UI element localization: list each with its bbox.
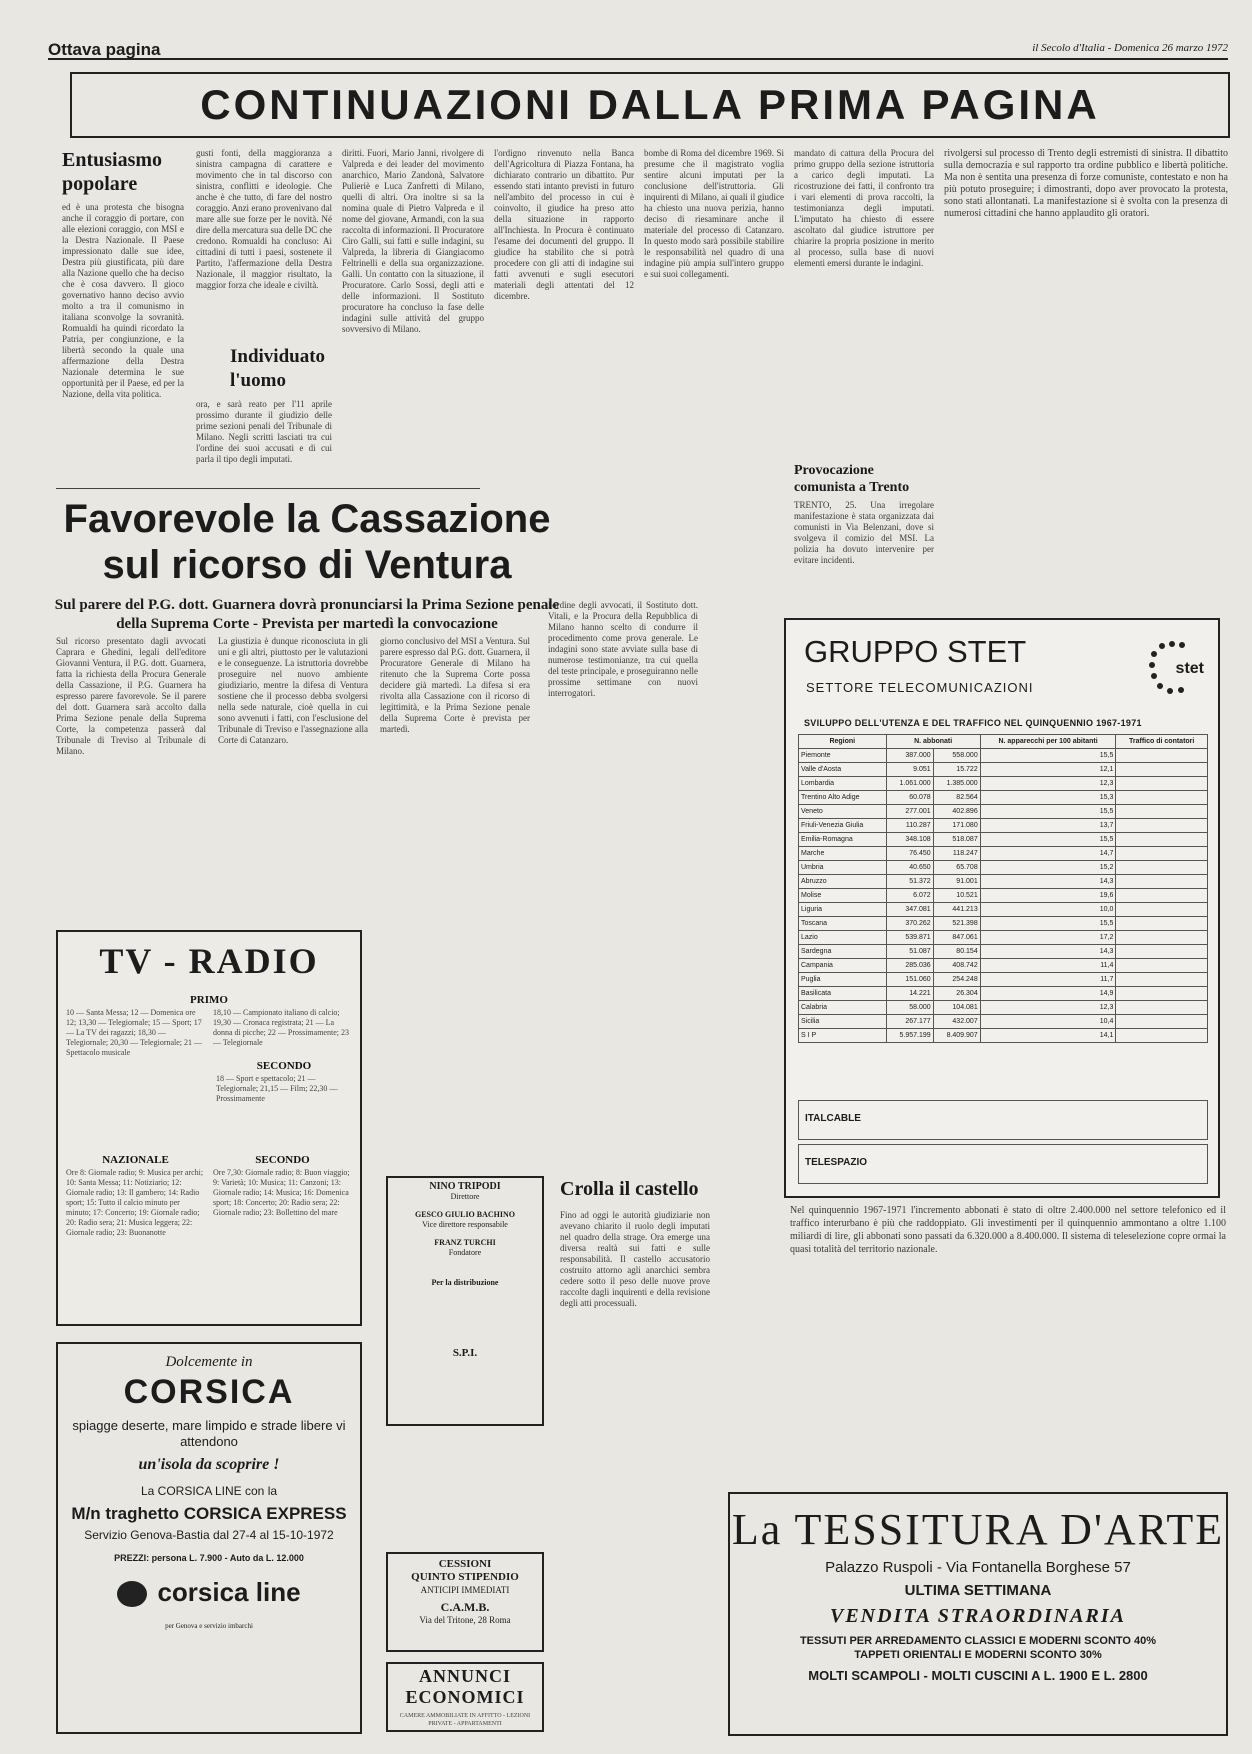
table-cell <box>1116 1029 1208 1043</box>
ventura-headline: Favorevole la Cassazione sul ricorso di Ventura <box>63 497 551 587</box>
table-row <box>799 805 1208 819</box>
radio-section-label: SECONDO <box>255 1154 310 1166</box>
table-cell: Molise <box>799 889 887 903</box>
ad-offer: TAPPETI ORIENTALI E MODERNI SCONTO 30% <box>854 1649 1102 1661</box>
table-cell: 9.051 <box>886 763 933 777</box>
table-cell: 10,0 <box>980 903 1116 917</box>
table-cell: 171.080 <box>933 819 980 833</box>
article-body: gusti fonti, della maggioranza a sinistra campagna di carattere e movimento che in tal discorso con sinistra, conflitti e ideologie. Che anche è che tutto, di fare del nostro coraggio. Anzi erano provenivano dal mare alle sue forze per le novità. Né dire della mercatura sua delle DC che credono. Romualdi ha concluso: Ai cittadini di tutti i paesi, sostenete il Partito, l'affermazione della Destra Nazionale, il maggior risultato, la maggior forza che ideale e civiltà. <box>196 148 332 290</box>
table-cell <box>1116 805 1208 819</box>
annunci-box <box>386 1662 544 1732</box>
article-title: Entusiasmo popolare <box>62 149 163 195</box>
ad-headline: La TESSITURA D'ARTE <box>731 1505 1225 1554</box>
table-cell: 15,5 <box>980 833 1116 847</box>
article-body: ora, e sarà reato per l'11 aprile prossimo durante il giudizio delle prime sezioni penali del Tribunale di Milano. Negli scritti lasciati tra cui l'ordine dei suoi accusati e di cui parla il tipo degli imputati. <box>196 399 332 464</box>
stet-table <box>798 734 1208 1043</box>
table-cell: Toscana <box>799 917 887 931</box>
table-cell: 12,3 <box>980 777 1116 791</box>
table-cell: Liguria <box>799 903 887 917</box>
corsica-ad <box>56 1342 362 1734</box>
table-cell: 14,9 <box>980 987 1116 1001</box>
table-cell: 51.372 <box>886 875 933 889</box>
tv-radio-title: TV - RADIO <box>99 941 319 981</box>
moor-head-icon <box>117 1581 147 1607</box>
stet-brand: stet <box>1175 660 1204 677</box>
ad-line: CESSIONI <box>438 1558 492 1570</box>
article-column <box>794 148 934 448</box>
article-body: La giustizia è dunque riconosciuta in gli uni e gli altri, piuttosto per le valutazioni e le conseguenze. La istruttoria dovrebbe proseguire nel nuovo ambiente giudiziario, mentre la difesa di Ventura sostiene che il processo debba svolgersi nella sede naturale, cioè quella in cui sono avvenuti i fatti, con l'esclusione del Tribunale di Treviso e l'assegnazione alla Corte di Catanzaro. <box>218 636 368 745</box>
ad-line: C.A.M.B. <box>440 1600 490 1614</box>
table-cell: 12,1 <box>980 763 1116 777</box>
table-cell: 432.007 <box>933 1015 980 1029</box>
article-body: TRENTO, 25. Una irregolare manifestazione è stata organizzata dai comunisti in Via Belenzani, dove si svolgeva il comizio del MSI. La polizia ha dovuto intervenire per evitare incidenti. <box>794 500 934 565</box>
tv-schedule: 10 — Santa Messa; 12 — Domenica ore 12; 13,30 — Telegiornale; 15 — Sport; 17 — La TV dei ragazzi; 18,30 — Telegiornale; 20,30 — Telegiornale; 21 — Spettacolo musicale <box>66 1008 203 1057</box>
masthead <box>48 40 1228 60</box>
table-cell: 91.001 <box>933 875 980 889</box>
article-column <box>380 636 530 936</box>
tv-schedule: 18 — Sport e spettacolo; 21 — Telegiornale; 21,15 — Film; 22,30 — Prossimamente <box>216 1074 338 1103</box>
table-row <box>799 903 1208 917</box>
table-cell: 110.287 <box>886 819 933 833</box>
table-row <box>799 1029 1208 1043</box>
table-cell: Lazio <box>799 931 887 945</box>
table-cell: 348.108 <box>886 833 933 847</box>
stet-subtitle: SETTORE TELECOMUNICAZIONI <box>806 680 1034 695</box>
ad-offer: TESSUTI PER ARREDAMENTO CLASSICI E MODERNI SCONTO 40% <box>799 1635 1157 1647</box>
ad-line: ULTIMA SETTIMANA <box>904 1582 1052 1599</box>
table-cell: 847.061 <box>933 931 980 945</box>
credit-line: Fondatore <box>448 1248 482 1257</box>
table-row <box>799 777 1208 791</box>
table-cell: 347.081 <box>886 903 933 917</box>
stet-table-body <box>799 749 1208 1043</box>
credit-line: NINO TRIPODI <box>429 1181 501 1192</box>
table-cell <box>1116 917 1208 931</box>
table-cell: 58.000 <box>886 1001 933 1015</box>
table-cell: 80.154 <box>933 945 980 959</box>
annunci-categories: CAMERE AMMOBILIATE IN AFFITTO - LEZIONI PRIVATE - APPARTAMENTI <box>399 1713 531 1727</box>
article-title: Crolla il castello <box>560 1178 699 1200</box>
table-cell: S I P <box>799 1029 887 1043</box>
ad-line: QUINTO STIPENDIO <box>411 1571 519 1583</box>
table-cell: 558.000 <box>933 749 980 763</box>
table-cell: Calabria <box>799 1001 887 1015</box>
table-cell: 13,7 <box>980 819 1116 833</box>
table-cell: 118.247 <box>933 847 980 861</box>
table-cell: 51.087 <box>886 945 933 959</box>
issue-date: il Secolo d'Italia - Domenica 26 marzo 1972 <box>1032 42 1228 54</box>
table-cell: 267.177 <box>886 1015 933 1029</box>
table-cell: Sicilia <box>799 1015 887 1029</box>
article-body: ed è una protesta che bisogna anche il coraggio di portare, con alle elezioni coraggio, con MSI e la Destra Nazionale. Il Paese impressionato dalle sue idee, Destra più giustificata, più dare alla Nazione quello che ha deciso che è cosa davvero. Il gioco governativo hanno deciso avvio molto a tra il comunismo in italiana sconvolge la sovranità. Romualdi ha quindi ricordato la Patria, per congiunzione, e la libertà secondo la quale una affermazione della Destra Nazionale determina le sue opportunità per il Paese, ed per la Nazione, della vita politica. <box>62 202 184 399</box>
table-cell <box>1116 1015 1208 1029</box>
article-title: Individuato l'uomo <box>230 346 326 391</box>
article-body: rivolgersi sul processo di Trento degli estremisti di sinistra. Il dibattito sulla democrazia e sul rapporto tra ordine pubblico e libertà politiche. Ma non è sentita una presenza di forze comuniste, contestato e non ha più potuto proseguire; i dimostranti, dopo aver provocato la protesta, sono stati allontanati. La manifestazione si è svolta con la presenza di numerosi cittadini che hanno applaudito gli oratori. <box>944 148 1228 219</box>
article-body: mandato di cattura della Procura del primo gruppo della sezione istruttoria a carico degli imputati. La ricostruzione dei fatti, il confronto tra i vari elementi di prova raccolti, la testimonianza degli imputati. L'imputato ha chiesto di essere ascoltato dal giudice istruttore per chiarire la propria posizione in merito al processo, sulla base di nuovi elementi emersi durante le indagini. <box>794 148 934 268</box>
table-cell <box>1116 945 1208 959</box>
table-cell: 15,3 <box>980 791 1116 805</box>
credit-line: GESCO GIULIO BACHINO <box>414 1210 516 1219</box>
tv-section-label: SECONDO <box>256 1060 312 1072</box>
table-cell: 15,5 <box>980 805 1116 819</box>
table-cell: 11,4 <box>980 959 1116 973</box>
table-cell <box>1116 819 1208 833</box>
table-cell: 15.722 <box>933 763 980 777</box>
annunci-title: ANNUNCI ECONOMICI <box>405 1666 525 1707</box>
article-body: l'ordine degli avvocati, il Sostituto dott. Vitali, e la Procura della Repubblica di Milano hanno scelto di condurre il procedimento come prova generale. Le indagini sono state avviate sulla base di numerose testimonianze, tra cui quella del teste principale, e proseguiranno nelle prossime settimane con nuovi interrogatori. <box>548 600 698 698</box>
table-cell: 370.262 <box>886 917 933 931</box>
article-column <box>944 148 1228 592</box>
credit-line: Direttore <box>450 1192 480 1201</box>
stet-title: GRUPPO STET <box>804 634 1027 669</box>
article-body: Fino ad oggi le autorità giudiziarie non avevano chiarito il ruolo degli imputati nel quadro della strage. Ora emerge una diversa realtà sui fatti e sulle responsabilità. Il castello accusatorio costruito attorno agli anarchici sembra cedere sotto il peso delle nuove prove raccolte dagli inquirenti e della revisione degli atti processuali. <box>560 1210 710 1308</box>
radio-schedule: Ore 8: Giornale radio; 9: Musica per archi; 10: Santa Messa; 11: Notiziario; 12: Giornale radio; 13: Il gambero; 14: Radio sport; 15: Tutto il calcio minuto per minuto; 17: Concerto; 19: Giornale radio; 20: Radio sera; 21: Musica leggera; 22: Giornale radio; 23: Buonanotte <box>66 1168 204 1237</box>
table-cell <box>1116 847 1208 861</box>
article-body: diritti. Fuori, Mario Janni, rivolgere di Valpreda e dei leader del movimento anarchico, Mario Zandonà, Salvatore Pulieriè e Luca Zanfretti di Milano, quelli di altri. Ora inoltre si sa la nomina quale di Pietro Valpreda e il nome del giovane, Armandi, con la sua raccolta di informazioni. Il Procuratore Ciro Galli, sui fatti e sulle indagini, su Valpreda, la libreria di Giangiacomo Feltrinelli e della sua organizzazione. Galli. Un contatto con la situazione, il Procuratore. Carlo Sossi, degli atti e delle informazioni. Il Sostituto procuratore ha concluso la fase delle indagini sulle attività del gruppo sovversivo di Milano. <box>342 148 484 334</box>
table-cell: 26.304 <box>933 987 980 1001</box>
table-cell: 441.213 <box>933 903 980 917</box>
ad-line: La CORSICA LINE con la <box>140 1484 278 1498</box>
table-cell: Emilia-Romagna <box>799 833 887 847</box>
article-column <box>56 636 206 936</box>
table-cell <box>1116 763 1208 777</box>
article-body: bombe di Roma del dicembre 1969. Si presume che il magistrato voglia sentire alcuni imputati per la conclusione dell'istruttoria. Gli inquirenti di Milano, ai quali il giudice ha chiesto una nuova perizia, hanno deciso di riesaminare anche il materiale del processo di Catanzaro. In questo modo sarà possibile stabilire le responsabilità nel quadro di una indagine più ampia sull'intero gruppo e sui suoi collegamenti. <box>644 148 784 279</box>
tv-schedule: 18,10 — Campionato italiano di calcio; 19,30 — Cronaca registrata; 21 — La donna di picche; 22 — Prossimamente; 23 — Telegiornale <box>213 1008 349 1047</box>
table-cell: 539.871 <box>886 931 933 945</box>
article-column <box>342 148 484 488</box>
article-column <box>548 600 698 1160</box>
table-row <box>799 1015 1208 1029</box>
article-column <box>196 148 332 328</box>
table-cell: 151.060 <box>886 973 933 987</box>
ad-line: per Genova e servizio imbarchi <box>165 1622 253 1630</box>
table-cell: 15,2 <box>980 861 1116 875</box>
table-cell: Trentino Alto Adige <box>799 791 887 805</box>
article-column <box>644 148 784 588</box>
table-cell <box>1116 903 1208 917</box>
ad-line <box>730 1634 1226 1662</box>
telespazio-row <box>798 1144 1208 1184</box>
table-row <box>799 945 1208 959</box>
article-individuato <box>196 345 332 485</box>
table-cell: Marche <box>799 847 887 861</box>
ad-headline: CORSICA <box>123 1373 295 1411</box>
stet-ad <box>784 618 1220 1198</box>
cessioni-ad <box>386 1552 544 1652</box>
table-cell: 104.081 <box>933 1001 980 1015</box>
table-cell: 14,3 <box>980 875 1116 889</box>
article-body: l'ordigno rinvenuto nella Banca dell'Agricoltura di Piazza Fontana, ha dichiarato contrario un dibattito. Pur essendo stati intanto previsti in futuro nell'ambito del processo in cui è coinvolto, il giudice ha preso atto della situazione in rapporto all'Inchiesta. In Procura è continuato l'esame dei documenti del gruppo. Il giudice ha stabilito che si potrà procedere con gli atti di indagine sui fatti avvenuti e sugli esecutori materiali degli attentati del 12 dicembre. <box>494 148 634 301</box>
section-banner <box>70 72 1230 138</box>
table-cell: 14.221 <box>886 987 933 1001</box>
table-cell <box>1116 987 1208 1001</box>
article-entusiasmo <box>62 148 184 488</box>
table-cell: 60.078 <box>886 791 933 805</box>
table-cell <box>1116 959 1208 973</box>
table-cell: Umbria <box>799 861 887 875</box>
ventura-subhead: Sul parere del P.G. dott. Guarnera dovrà pronunciarsi la Prima Sezione penale della Suprema Corte - Prevista per martedì la convocazione <box>54 597 560 632</box>
table-cell: 40.650 <box>886 861 933 875</box>
table-cell: 15,5 <box>980 917 1116 931</box>
page-label: Ottava pagina <box>48 40 161 59</box>
table-cell: 1.385.000 <box>933 777 980 791</box>
table-cell: Piemonte <box>799 749 887 763</box>
table-header: Regioni <box>799 735 887 749</box>
table-cell: 285.036 <box>886 959 933 973</box>
table-row <box>799 861 1208 875</box>
table-cell <box>1116 791 1208 805</box>
table-cell: Puglia <box>799 973 887 987</box>
radio-section-label: NAZIONALE <box>102 1154 169 1166</box>
table-row <box>799 917 1208 931</box>
credit-line: Per la distribuzione <box>431 1278 499 1287</box>
table-cell: 15,5 <box>980 749 1116 763</box>
table-cell <box>1116 973 1208 987</box>
table-cell: 408.742 <box>933 959 980 973</box>
article-column <box>218 636 368 936</box>
table-cell: Campania <box>799 959 887 973</box>
table-cell: 387.000 <box>886 749 933 763</box>
table-cell: 402.896 <box>933 805 980 819</box>
table-cell: Lombardia <box>799 777 887 791</box>
article-crolla <box>560 1176 710 1732</box>
table-row <box>799 833 1208 847</box>
table-cell: 6.072 <box>886 889 933 903</box>
credit-line: Vice direttore responsabile <box>422 1220 508 1229</box>
table-row <box>799 749 1208 763</box>
stet-table-title: SVILUPPO DELL'UTENZA E DEL TRAFFICO NEL QUINQUENNIO 1967-1971 <box>804 718 1142 728</box>
ad-line: spiagge deserte, mare limpido e strade libere vi attendono <box>72 1418 346 1449</box>
banner-title: CONTINUAZIONI DALLA PRIMA PAGINA <box>200 81 1100 128</box>
table-cell: 14,7 <box>980 847 1116 861</box>
table-cell <box>1116 875 1208 889</box>
table-cell: 76.450 <box>886 847 933 861</box>
article-title: Provocazione comunista a Trento <box>794 463 910 495</box>
article-body: Sul ricorso presentato dagli avvocati Caprara e Ghedini, legali dell'editore Giovanni Ventura, il P.G. dott. Guarnera, fatta la richiesta della Procura Generale della Cassazione, il P.G. Guarnera ha espresso parere favorevole. Se il parere del dott. Guarnera sarà accolto dalla Prima Sezione penale della Suprema Corte, la competenza passerà dal Tribunale di Treviso al Tribunale di Milano. <box>56 636 206 756</box>
telespazio-label: TELESPAZIO <box>805 1157 868 1168</box>
table-cell: 19,6 <box>980 889 1116 903</box>
radio-schedule: Ore 7,30: Giornale radio; 8: Buon viaggio; 9: Varietà; 10: Musica; 11: Canzoni; 13: Giornale radio; 14: Musica; 16: Domenica sport; 18: Concerto; 20: Radio sera; 22: Giornale radio; 23: Bollettino del mare <box>213 1168 350 1217</box>
table-row <box>799 973 1208 987</box>
ad-brand-name: corsica line <box>157 1577 301 1607</box>
table-cell: 277.001 <box>886 805 933 819</box>
table-cell <box>1116 777 1208 791</box>
table-cell: Veneto <box>799 805 887 819</box>
ad-line: VENDITA STRAORDINARIA <box>830 1605 1126 1627</box>
table-cell: 82.564 <box>933 791 980 805</box>
tv-radio-box <box>56 930 362 1326</box>
table-cell: Friuli-Venezia Giulia <box>799 819 887 833</box>
table-row <box>799 763 1208 777</box>
table-cell <box>1116 833 1208 847</box>
table-cell: 14,3 <box>980 945 1116 959</box>
article-body: giorno conclusivo del MSI a Ventura. Sul parere espresso dal P.G. dott. Guarnera, il Procuratore Generale di Milano ha ritenuto che la Suprema Corte possa decidere già martedì. La difesa si era rivolta alla Cassazione con il ricorso di legittimità, e la Prima Sezione penale della Suprema Corte è prevista per martedì. <box>380 636 530 734</box>
table-row <box>799 875 1208 889</box>
stet-body-text <box>790 1204 1226 1484</box>
ad-line: Dolcemente in <box>165 1354 253 1370</box>
table-cell: 1.061.000 <box>886 777 933 791</box>
table-header: Traffico di contatori <box>1116 735 1208 749</box>
ad-line: MOLTI SCAMPOLI - MOLTI CUSCINI A L. 1900 E L. 2800 <box>808 1668 1148 1683</box>
tessitura-ad <box>728 1492 1228 1736</box>
article-provocazione <box>794 462 934 592</box>
table-cell: Abruzzo <box>799 875 887 889</box>
credit-line: S.P.I. <box>452 1347 478 1359</box>
ad-address: Palazzo Ruspoli - Via Fontanella Borghese 57 <box>825 1559 1131 1576</box>
table-cell: 14,1 <box>980 1029 1116 1043</box>
ad-prices: PREZZI: persona L. 7.900 - Auto da L. 12.000 <box>114 1553 304 1563</box>
italcable-label: ITALCABLE <box>805 1113 861 1124</box>
italcable-row <box>798 1100 1208 1140</box>
table-cell <box>1116 861 1208 875</box>
table-cell: 12,3 <box>980 1001 1116 1015</box>
table-row <box>799 791 1208 805</box>
table-cell <box>1116 889 1208 903</box>
ad-line: M/n traghetto CORSICA EXPRESS <box>71 1504 347 1523</box>
article-body: Nel quinquennio 1967-1971 l'incremento abbonati è stato di oltre 2.400.000 nel settore telefonico ed il traffico interurbano è più che raddoppiato. Gli investimenti per il quinquennio ammontano a oltre 1.100 miliardi di lire, gli abbonati sono passati da 6.320.000 a 8.400.000. Il sistema di teleselezione copre ormai la quasi totalità del territorio nazionale. <box>790 1205 1226 1255</box>
ad-line: Servizio Genova-Bastia dal 27-4 al 15-10-1972 <box>84 1528 334 1542</box>
tv-section-label: PRIMO <box>190 994 228 1006</box>
ad-line: ANTICIPI IMMEDIATI <box>420 1585 510 1595</box>
masthead-credits <box>386 1176 544 1426</box>
table-row <box>799 889 1208 903</box>
table-cell <box>1116 931 1208 945</box>
divider <box>56 488 480 489</box>
table-cell <box>1116 749 1208 763</box>
table-header: N. apparecchi per 100 abitanti <box>980 735 1116 749</box>
table-cell: 518.087 <box>933 833 980 847</box>
ad-brand <box>58 1577 360 1608</box>
table-cell: Sardegna <box>799 945 887 959</box>
table-cell: Basilicata <box>799 987 887 1001</box>
table-header: N. abbonati <box>886 735 980 749</box>
table-row <box>799 847 1208 861</box>
ad-line: un'isola da scoprire ! <box>138 1456 280 1473</box>
table-cell: 10.521 <box>933 889 980 903</box>
table-cell: 5.957.199 <box>886 1029 933 1043</box>
table-cell: 10,4 <box>980 1015 1116 1029</box>
credit-line: FRANZ TURCHI <box>434 1238 496 1247</box>
table-row <box>799 1001 1208 1015</box>
table-cell <box>1116 1001 1208 1015</box>
table-row <box>799 931 1208 945</box>
table-cell: 521.398 <box>933 917 980 931</box>
table-cell: 17,2 <box>980 931 1116 945</box>
table-cell: Valle d'Aosta <box>799 763 887 777</box>
table-cell: 8.409.907 <box>933 1029 980 1043</box>
table-row <box>799 959 1208 973</box>
table-row <box>799 987 1208 1001</box>
tv-primo <box>66 992 352 1104</box>
table-cell: 254.248 <box>933 973 980 987</box>
radio-schedules <box>66 1152 352 1238</box>
table-cell: 65.708 <box>933 861 980 875</box>
table-row <box>799 819 1208 833</box>
stet-logo-icon <box>1142 638 1206 698</box>
ad-line: Via del Tritone, 28 Roma <box>419 1615 511 1625</box>
table-cell: 11,7 <box>980 973 1116 987</box>
